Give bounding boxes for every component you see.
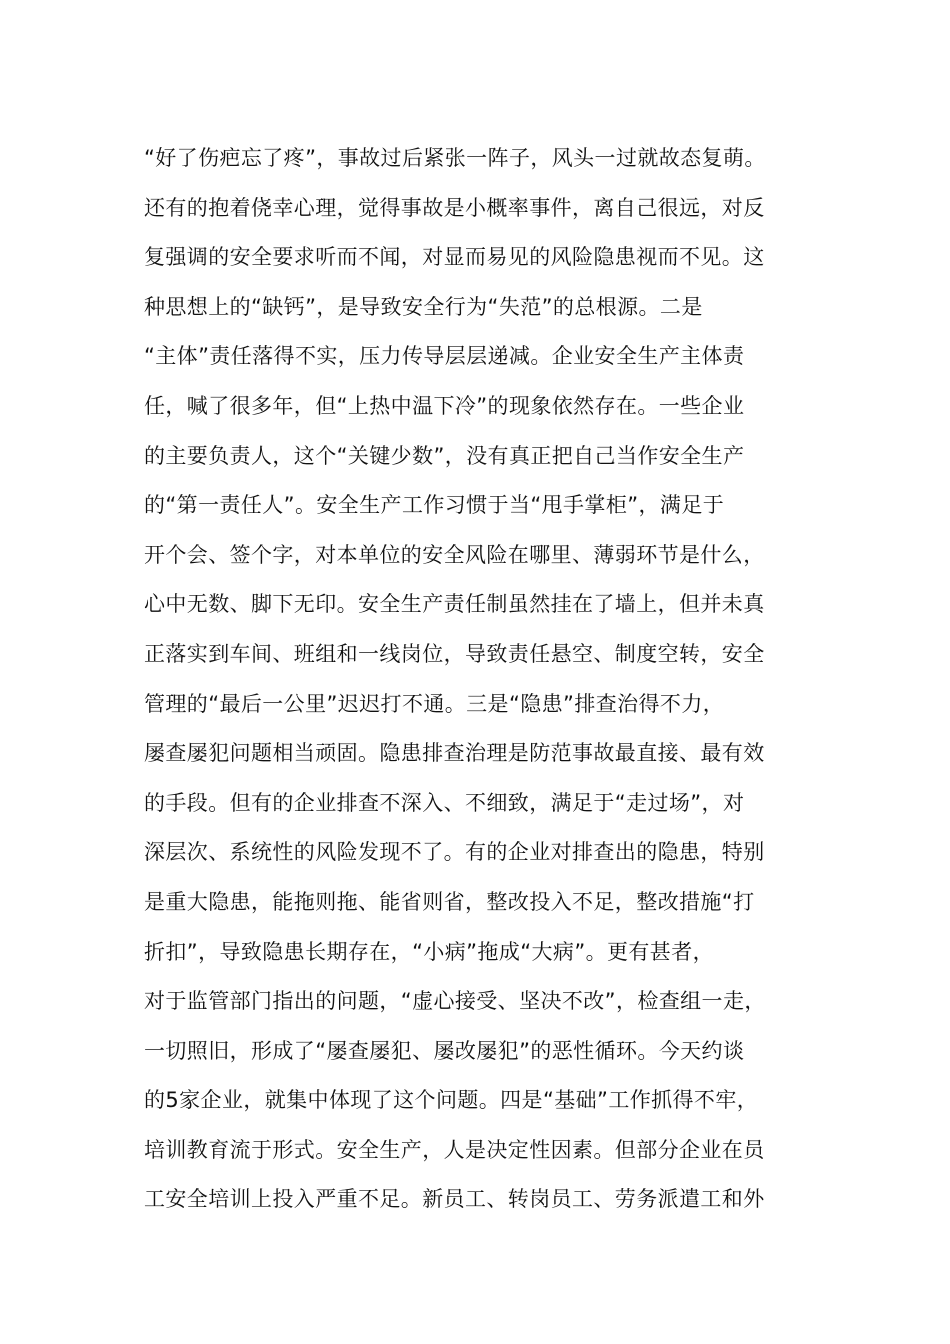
text-line: 正落实到车间、班组和一线岗位，导致责任悬空、制度空转，安全: [144, 641, 765, 666]
text-line: “好了伤疤忘了疼”，事故过后紧张一阵子，风头一过就故态复萌。: [144, 146, 766, 170]
text-line: 心中无数、脚下无印。安全生产责任制虽然挂在了墙上，但并未真: [144, 592, 765, 617]
text-line: 深层次、系统性的风险发现不了。有的企业对排查出的隐患，特别: [144, 840, 765, 865]
body-paragraph: [144, 134, 834, 1225]
text-line: 种思想上的“缺钙”，是导致安全行为“失范”的总根源。二是: [144, 294, 703, 319]
text-line: 一切照旧，形成了“屡查屡犯、屡改屡犯”的恶性循环。今天约谈: [144, 1038, 745, 1063]
text-line: 开个会、签个字，对本单位的安全风险在哪里、薄弱环节是什么，: [144, 542, 765, 567]
text-line: 的主要负责人，这个“关键少数”，没有真正把自己当作安全生产: [144, 443, 745, 468]
text-line: 的5家企业，就集中体现了这个问题。四是“基础”工作抓得不牢，: [144, 1088, 759, 1113]
text-line: 是重大隐患，能拖则拖、能省则省，整改投入不足，整改措施“打: [144, 889, 755, 914]
text-line: 培训教育流于形式。安全生产，人是决定性因素。但部分企业在员: [144, 1137, 765, 1162]
text-line: “主体”责任落得不实，压力传导层层递减。企业安全生产主体责: [144, 344, 745, 369]
text-line: 还有的抱着侥幸心理，觉得事故是小概率事件，离自己很远，对反: [144, 195, 765, 220]
text-line: 屡查屡犯问题相当顽固。隐患排查治理是防范事故最直接、最有效: [144, 741, 765, 766]
text-line: 工安全培训上投入严重不足。新员工、转岗员工、劳务派遣工和外: [144, 1187, 765, 1212]
text-line: 复强调的安全要求听而不闻，对显而易见的风险隐患视而不见。这: [144, 245, 765, 270]
text-line: 的手段。但有的企业排查不深入、不细致，满足于“走过场”，对: [144, 790, 745, 815]
text-line: 折扣”，导致隐患长期存在，“小病”拖成“大病”。更有甚者，: [144, 939, 714, 964]
text-line: 任，喊了很多年，但“上热中温下冷”的现象依然存在。一些企业: [144, 393, 745, 418]
text-line: 的“第一责任人”。安全生产工作习惯于当“甩手掌柜”，满足于: [144, 493, 725, 518]
text-line: 对于监管部门指出的问题，“虚心接受、坚决不改”，检查组一走，: [144, 989, 766, 1014]
text-line: 管理的“最后一公里”迟迟打不通。三是“隐患”排查治得不力，: [144, 691, 725, 716]
